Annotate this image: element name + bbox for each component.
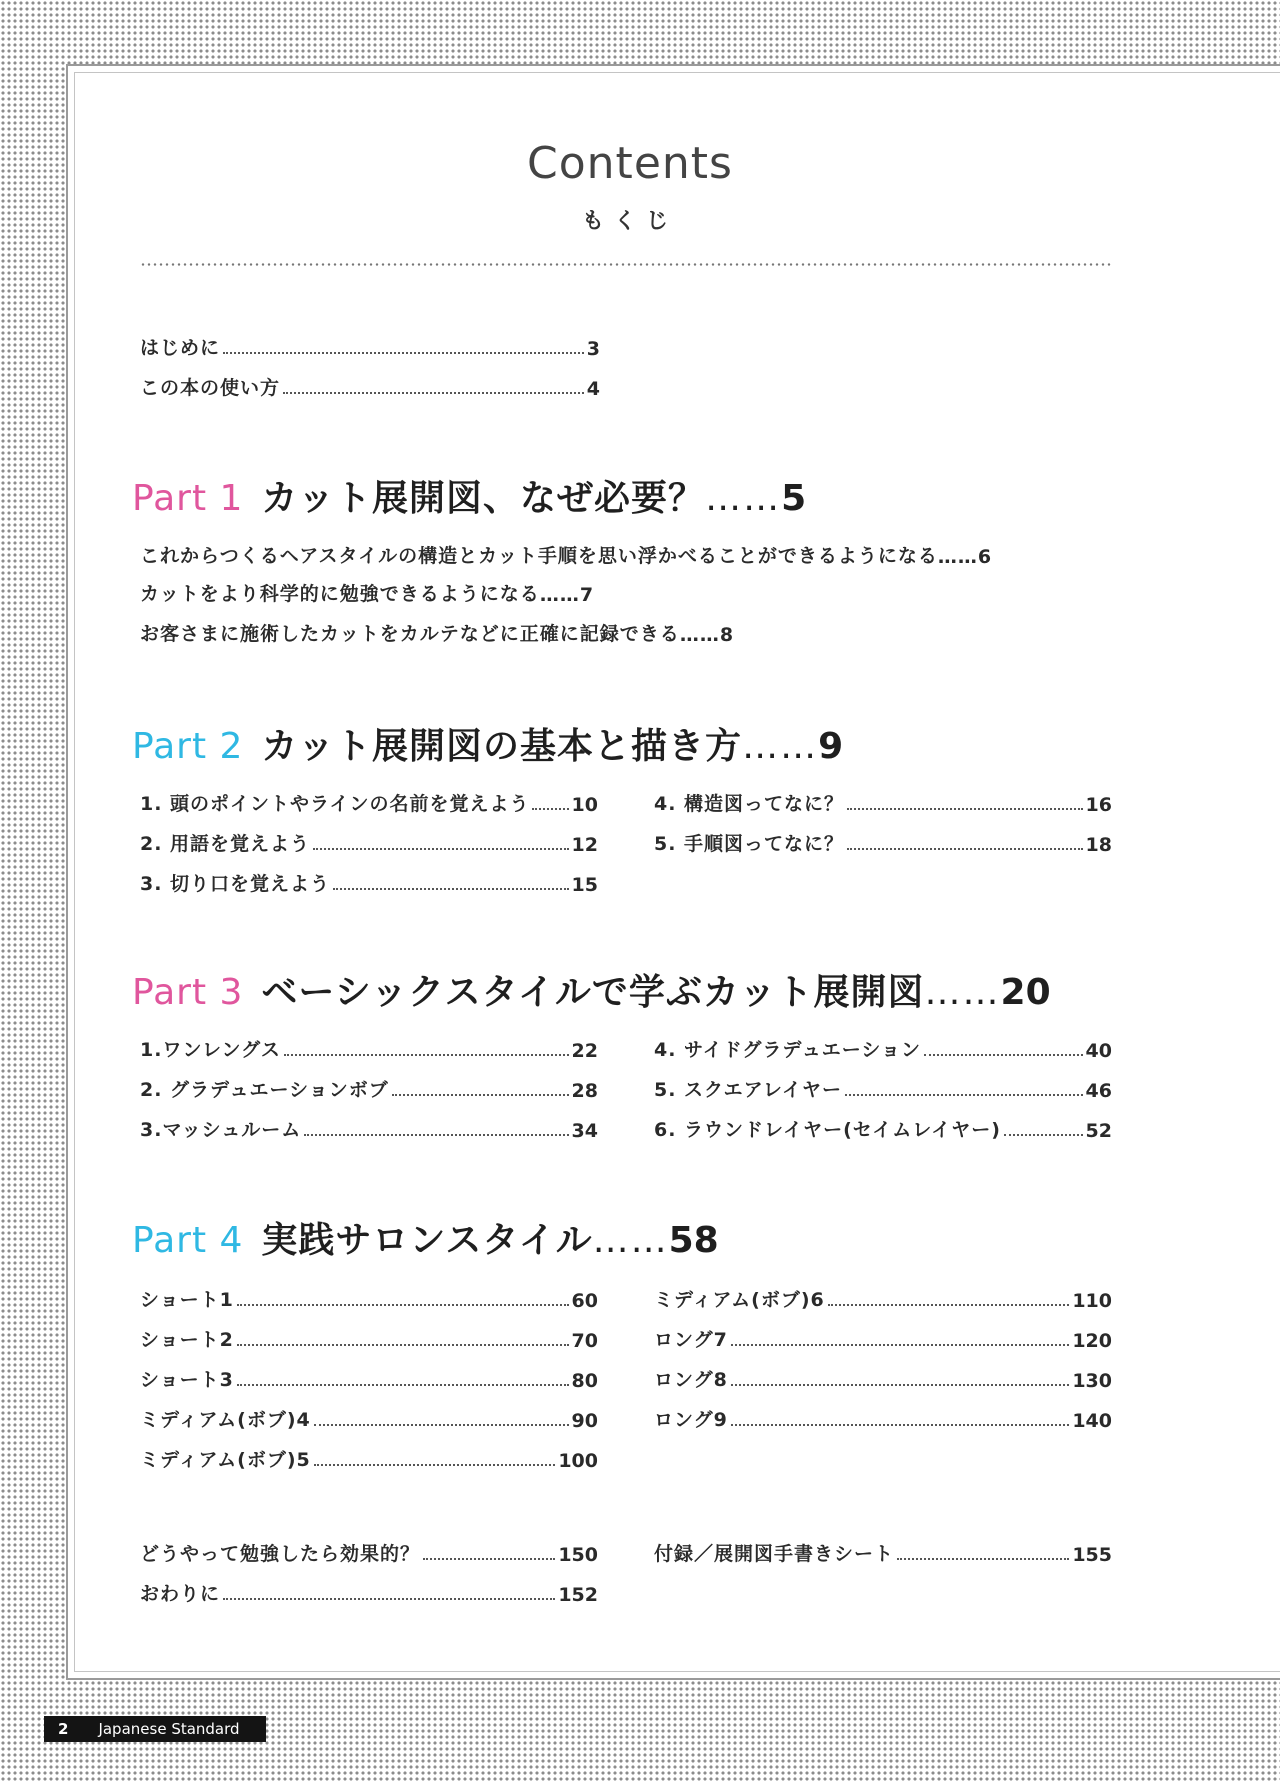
toc-entry-label: 5. 手順図ってなに？ bbox=[654, 833, 845, 855]
leader-dots: …… bbox=[679, 624, 720, 646]
footer-badge bbox=[44, 1716, 266, 1742]
toc-entry-page: 18 bbox=[1085, 834, 1112, 856]
toc-entry-label: 3.マッシュルーム bbox=[140, 1119, 302, 1141]
part-dots: …… bbox=[924, 972, 1001, 1013]
toc-entry-label: 2. グラデュエーションボブ bbox=[140, 1079, 389, 1101]
part-1-heading[interactable] bbox=[132, 470, 806, 521]
leader-dots bbox=[237, 1344, 569, 1346]
toc-entry[interactable] bbox=[140, 580, 594, 606]
toc-entry-page: 150 bbox=[558, 1544, 598, 1566]
toc-entry-page: 16 bbox=[1085, 794, 1112, 816]
toc-entry-page: 70 bbox=[571, 1330, 598, 1352]
leader-dots bbox=[314, 1424, 569, 1426]
toc-entry[interactable] bbox=[654, 1036, 1112, 1062]
toc-entry-label: 5. スクエアレイヤー bbox=[654, 1079, 842, 1101]
part-title: 実践サロンスタイル bbox=[261, 1220, 593, 1261]
toc-entry-label: お客さまに施術したカットをカルテなどに正確に記録できる bbox=[140, 623, 680, 645]
toc-entry[interactable] bbox=[654, 1406, 1112, 1432]
toc-entry[interactable] bbox=[654, 790, 1112, 816]
leader-dots bbox=[423, 1558, 555, 1560]
toc-entry-page: 80 bbox=[571, 1370, 598, 1392]
toc-entry-label: 6. ラウンドレイヤー(セイムレイヤー) bbox=[654, 1119, 1001, 1141]
title-divider bbox=[140, 263, 1112, 266]
leader-dots bbox=[237, 1384, 569, 1386]
toc-entry[interactable] bbox=[140, 830, 598, 856]
toc-entry-label: これからつくるヘアスタイルの構造とカット手順を思い浮かべることができるようになる bbox=[140, 545, 938, 567]
toc-entry-label: 付録／展開図手書きシート bbox=[654, 1543, 895, 1565]
toc-entry[interactable] bbox=[140, 1406, 598, 1432]
toc-entry-page: 52 bbox=[1085, 1120, 1112, 1142]
part-2-heading[interactable] bbox=[132, 718, 843, 769]
toc-entry-label: カットをより科学的に勉強できるようになる bbox=[140, 583, 540, 605]
toc-entry-page: 140 bbox=[1072, 1410, 1112, 1432]
part-dots: …… bbox=[592, 1220, 669, 1261]
part-page: 9 bbox=[818, 726, 844, 767]
toc-entry-page: 28 bbox=[571, 1080, 598, 1102]
toc-entry-label: 3. 切り口を覚えよう bbox=[140, 873, 331, 895]
toc-entry-label: 4. サイドグラデュエーション bbox=[654, 1039, 922, 1061]
leader-dots bbox=[847, 808, 1082, 810]
toc-entry[interactable] bbox=[140, 1116, 598, 1142]
toc-entry-page: 46 bbox=[1085, 1080, 1112, 1102]
toc-entry-label: ショート1 bbox=[140, 1289, 234, 1311]
toc-entry[interactable] bbox=[140, 790, 598, 816]
leader-dots bbox=[284, 1054, 569, 1056]
toc-entry[interactable] bbox=[140, 1036, 598, 1062]
toc-entry-page: 40 bbox=[1085, 1040, 1112, 1062]
toc-entry-how-to-use[interactable] bbox=[140, 374, 600, 400]
leader-dots bbox=[283, 392, 584, 394]
toc-entry[interactable] bbox=[140, 1446, 598, 1472]
toc-entry-label: この本の使い方 bbox=[140, 377, 281, 399]
toc-entry-label: ミディアム(ボブ)6 bbox=[654, 1289, 825, 1311]
toc-entry-label: どうやって勉強したら効果的？ bbox=[140, 1543, 421, 1565]
toc-entry-page: 34 bbox=[571, 1120, 598, 1142]
toc-entry-label: ロング9 bbox=[654, 1409, 728, 1431]
toc-entry-page: 60 bbox=[571, 1290, 598, 1312]
toc-entry[interactable] bbox=[140, 1286, 598, 1312]
leader-dots: …… bbox=[937, 546, 978, 568]
part-label: Part 2 bbox=[132, 726, 244, 767]
leader-dots bbox=[532, 808, 568, 810]
toc-entry-page: 110 bbox=[1072, 1290, 1112, 1312]
toc-entry-page: 130 bbox=[1072, 1370, 1112, 1392]
toc-entry-label: 4. 構造図ってなに？ bbox=[654, 793, 845, 815]
leader-dots bbox=[924, 1054, 1083, 1056]
toc-entry-page: 152 bbox=[558, 1584, 598, 1606]
leader-dots bbox=[304, 1134, 568, 1136]
toc-entry-label: ミディアム(ボブ)5 bbox=[140, 1449, 311, 1471]
leader-dots bbox=[731, 1384, 1069, 1386]
toc-entry-page: 120 bbox=[1072, 1330, 1112, 1352]
leader-dots bbox=[828, 1304, 1070, 1306]
part-4-heading[interactable] bbox=[132, 1212, 719, 1263]
toc-entry-page: 12 bbox=[571, 834, 598, 856]
part-title: カット展開図の基本と描き方 bbox=[261, 726, 743, 767]
leader-dots bbox=[313, 848, 568, 850]
page-subtitle: もくじ bbox=[581, 209, 678, 234]
page-number: 2 bbox=[58, 1720, 69, 1738]
leader-dots bbox=[333, 888, 568, 890]
page-title: Contents bbox=[527, 138, 733, 189]
toc-entry[interactable] bbox=[140, 620, 734, 646]
toc-entry[interactable] bbox=[654, 1540, 1112, 1566]
toc-entry[interactable] bbox=[654, 1326, 1112, 1352]
toc-entry-label: おわりに bbox=[140, 1583, 221, 1605]
toc-entry-label: 2. 用語を覚えよう bbox=[140, 833, 311, 855]
toc-entry[interactable] bbox=[654, 1076, 1112, 1102]
toc-entry-page: 4 bbox=[586, 378, 600, 400]
part-dots: …… bbox=[742, 726, 819, 767]
part-page: 20 bbox=[1000, 972, 1051, 1013]
toc-entry[interactable] bbox=[140, 1076, 598, 1102]
leader-dots bbox=[392, 1094, 569, 1096]
toc-entry[interactable] bbox=[140, 1326, 598, 1352]
toc-entry-label: ショート2 bbox=[140, 1329, 234, 1351]
toc-entry-page: 10 bbox=[571, 794, 598, 816]
part-label: Part 3 bbox=[132, 972, 244, 1013]
toc-entry-page: 90 bbox=[571, 1410, 598, 1432]
toc-entry-page: 3 bbox=[586, 338, 600, 360]
part-3-heading[interactable] bbox=[132, 964, 1051, 1015]
toc-entry[interactable] bbox=[140, 542, 992, 568]
leader-dots bbox=[731, 1424, 1069, 1426]
part-label: Part 4 bbox=[132, 1220, 244, 1261]
toc-entry-label: 1.ワンレングス bbox=[140, 1039, 281, 1061]
toc-entry-page: 7 bbox=[579, 584, 595, 606]
leader-dots bbox=[237, 1304, 569, 1306]
part-label: Part 1 bbox=[132, 478, 244, 519]
toc-entry[interactable] bbox=[654, 830, 1112, 856]
leader-dots bbox=[223, 352, 584, 354]
book-title: Japanese Standard bbox=[98, 1720, 240, 1738]
toc-entry-page: 100 bbox=[558, 1450, 598, 1472]
part-page: 5 bbox=[781, 478, 807, 519]
toc-entry-label: 1. 頭のポイントやラインの名前を覚えよう bbox=[140, 793, 530, 815]
toc-entry-page: 15 bbox=[571, 874, 598, 896]
leader-dots bbox=[731, 1344, 1069, 1346]
toc-entry-page: 6 bbox=[977, 546, 993, 568]
toc-entry[interactable] bbox=[140, 1580, 598, 1606]
toc-entry-page: 155 bbox=[1072, 1544, 1112, 1566]
toc-entry[interactable] bbox=[140, 870, 598, 896]
leader-dots: …… bbox=[539, 584, 580, 606]
toc-entry-label: はじめに bbox=[140, 337, 221, 359]
leader-dots bbox=[223, 1598, 555, 1600]
toc-entry-label: ミディアム(ボブ)4 bbox=[140, 1409, 311, 1431]
toc-entry[interactable] bbox=[654, 1366, 1112, 1392]
toc-entry-label: ロング8 bbox=[654, 1369, 728, 1391]
leader-dots bbox=[1004, 1134, 1083, 1136]
toc-entry-intro[interactable] bbox=[140, 334, 600, 360]
toc-entry-label: ショート3 bbox=[140, 1369, 234, 1391]
toc-entry[interactable] bbox=[654, 1286, 1112, 1312]
leader-dots bbox=[314, 1464, 556, 1466]
leader-dots bbox=[845, 1094, 1083, 1096]
toc-entry[interactable] bbox=[140, 1366, 598, 1392]
toc-entry-page: 8 bbox=[719, 624, 735, 646]
toc-entry-page: 22 bbox=[571, 1040, 598, 1062]
toc-entry[interactable] bbox=[140, 1540, 598, 1566]
leader-dots bbox=[897, 1558, 1069, 1560]
part-title: カット展開図、なぜ必要？ bbox=[261, 478, 706, 519]
part-title: ベーシックスタイルで学ぶカット展開図 bbox=[261, 972, 925, 1013]
part-dots: …… bbox=[705, 478, 782, 519]
toc-entry-label: ロング7 bbox=[654, 1329, 728, 1351]
part-page: 58 bbox=[668, 1220, 719, 1261]
leader-dots bbox=[847, 848, 1082, 850]
toc-entry[interactable] bbox=[654, 1116, 1112, 1142]
